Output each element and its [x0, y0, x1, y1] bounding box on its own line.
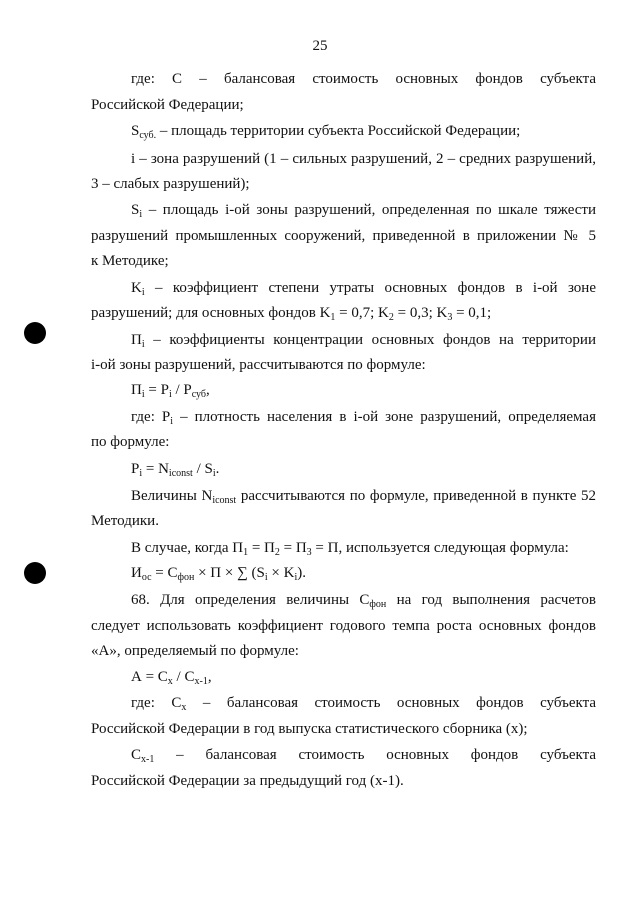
text-line: $С_{x-1}$ – балансовая стоимость основных фондов субъекта [131, 747, 596, 765]
punch-hole-dot [24, 562, 46, 584]
text-line: где: $P_i$ – плотность населения в i-ой зоне разрушений, определяемая [131, 409, 596, 427]
page-number: 25 [312, 38, 328, 54]
text-line: по формуле: [91, 434, 170, 450]
formula-line: $П_i = P_i / P_{суб}$, [131, 382, 210, 400]
text-line: 3 – слабых разрушений); [91, 176, 250, 192]
formula-line: $А = С_x / С_{x-1}$, [131, 669, 212, 687]
text-line: где: С – балансовая стоимость основных фондов субъекта [131, 71, 596, 87]
text-line: где: $С_x$ – балансовая стоимость основных фондов субъекта [131, 695, 597, 713]
text-line: Российской Федерации в год выпуска статистического сборника (x); [91, 721, 528, 737]
text-line: В случае, когда $П_1 = П_2 = П_3 = П$, используется следующая формула: [131, 540, 569, 558]
text-line: $K_i$ – коэффициент степени утраты основных фондов в i-ой зоне [131, 280, 596, 298]
text-line: $S_i$ – площадь i-ой зоны разрушений, определенная по шкале тяжести [131, 202, 596, 220]
text-line: i-ой зоны разрушений, рассчитываются по формуле: [91, 357, 426, 373]
text-line: i – зона разрушений (1 – сильных разрушений, 2 – средних разрушений, [131, 151, 596, 167]
text-line: «А», определяемый по формуле: [91, 643, 299, 659]
text-line: Российской Федерации за предыдущий год (x-1). [91, 773, 404, 789]
text-line: разрушений промышленных сооружений, приведенной в приложении № 5 [91, 228, 596, 244]
formula-line: $И_{ос} = С_{фон} \times П$ × ∑ $(S_i \times K_i)$. [131, 565, 306, 583]
text-line: $S_{суб.}$ – площадь территории субъекта Российской Федерации; [131, 123, 521, 141]
text-line: к Методике; [91, 253, 169, 269]
text-line: разрушений; для основных фондов $K_1 = 0,7$; $K_2 = 0,3$; $K_3 = 0,1$; [91, 305, 492, 323]
text-line: 68. Для определения величины $С_{фон}$ на год выполнения расчетов [131, 592, 596, 610]
text-line: Величины $N_{iconst}$ рассчитываются по формуле, приведенной в пункте 52 [131, 488, 596, 506]
text-line: следует использовать коэффициент годового темпа роста основных фондов [91, 618, 596, 634]
text-line: Методики. [91, 513, 159, 529]
text-line: Российской Федерации; [91, 97, 244, 113]
text-line: $П_i$ – коэффициенты концентрации основных фондов на территории [131, 332, 596, 350]
formula-line: $P_i = N_{iconst} / S_i$. [131, 461, 220, 479]
punch-hole-dot [24, 322, 46, 344]
